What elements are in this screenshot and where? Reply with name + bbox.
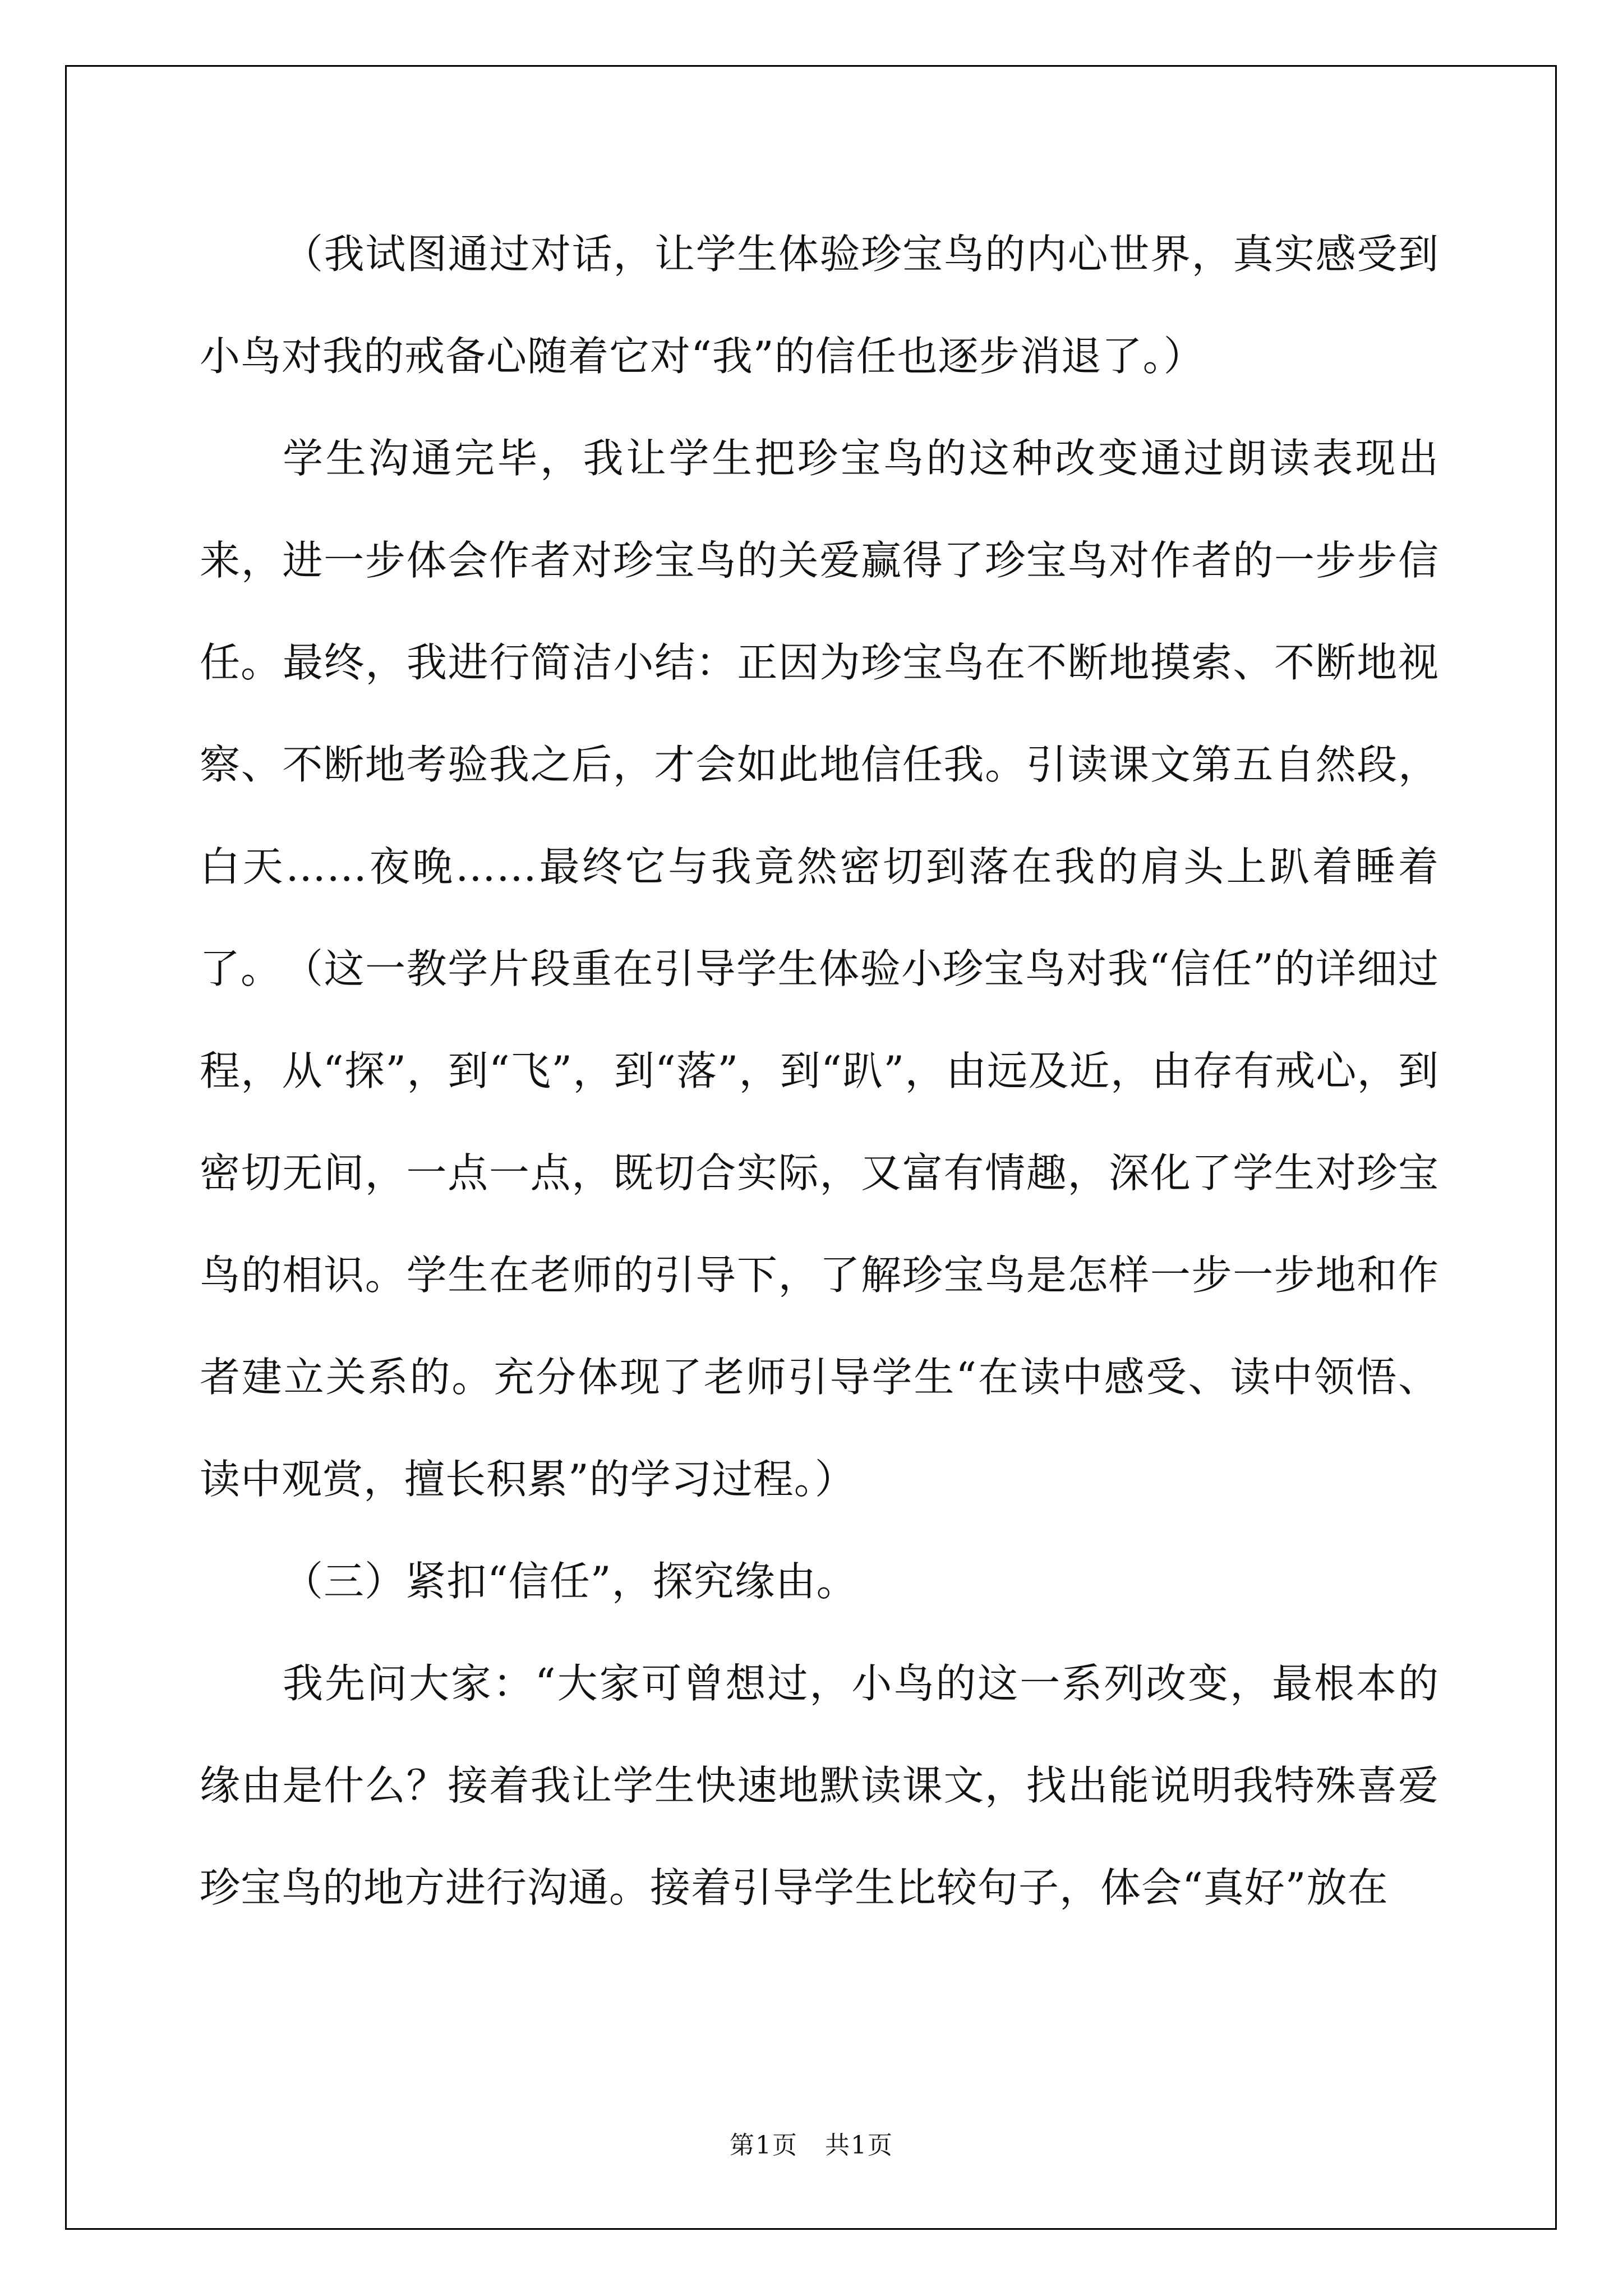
paragraph-2: 学生沟通完毕，我让学生把珍宝鸟的这种改变通过朗读表现出来，进一步体会作者对珍宝鸟的关爱赢得了珍宝鸟对作者的一步步信任。: [200, 435, 1439, 686]
section-heading: （三）紧扣“信任”，探究缘由。: [283, 1558, 857, 1605]
paragraph-1: （我试图通过对话，让学生体验珍宝鸟的内心世界，真实感受到小鸟对我的戒备心随着它对“我”的信任也逐步消退了。）: [200, 231, 1439, 380]
paragraph-3: 最终，我进行简洁小结：正因为珍宝鸟在不断地摸索、不断地视察、不断地考验我之后，才会如此地信任我。引读课文第五自然段，白天……夜晚……最终它与我竟然密切到落在我的肩头上趴着睡着了。: [200, 639, 1439, 992]
paragraph-4: （这一教学片段重在引导学生体验小珍宝鸟对我“信任”的详细过程，从“探”，到“飞”，到“落”，到“趴”，由远及近，由存有戒心，到密切无间，一点一点，既切合实际，又富有情趣，深化了学生对珍宝鸟的相识。学生在老师的引导下，了解珍宝鸟是怎样一步一步地和作者建立关系的。充分体现了老师引导学生“在读中感受、读中领悟、读中观赏，擅长积累”的学习过程。）: [200, 945, 1439, 1503]
paragraph-5: 我先问大家：“大家可曾想过，小鸟的这一系列改变，最根本的缘由是什么？接着我让学生快速地默读课文，找出能说明我特殊喜爱珍宝鸟的地方进行沟通。接着引导学生比较句子，体会“真好”放在: [200, 1660, 1439, 1911]
page-footer: 第1页 共1页: [730, 2131, 893, 2160]
